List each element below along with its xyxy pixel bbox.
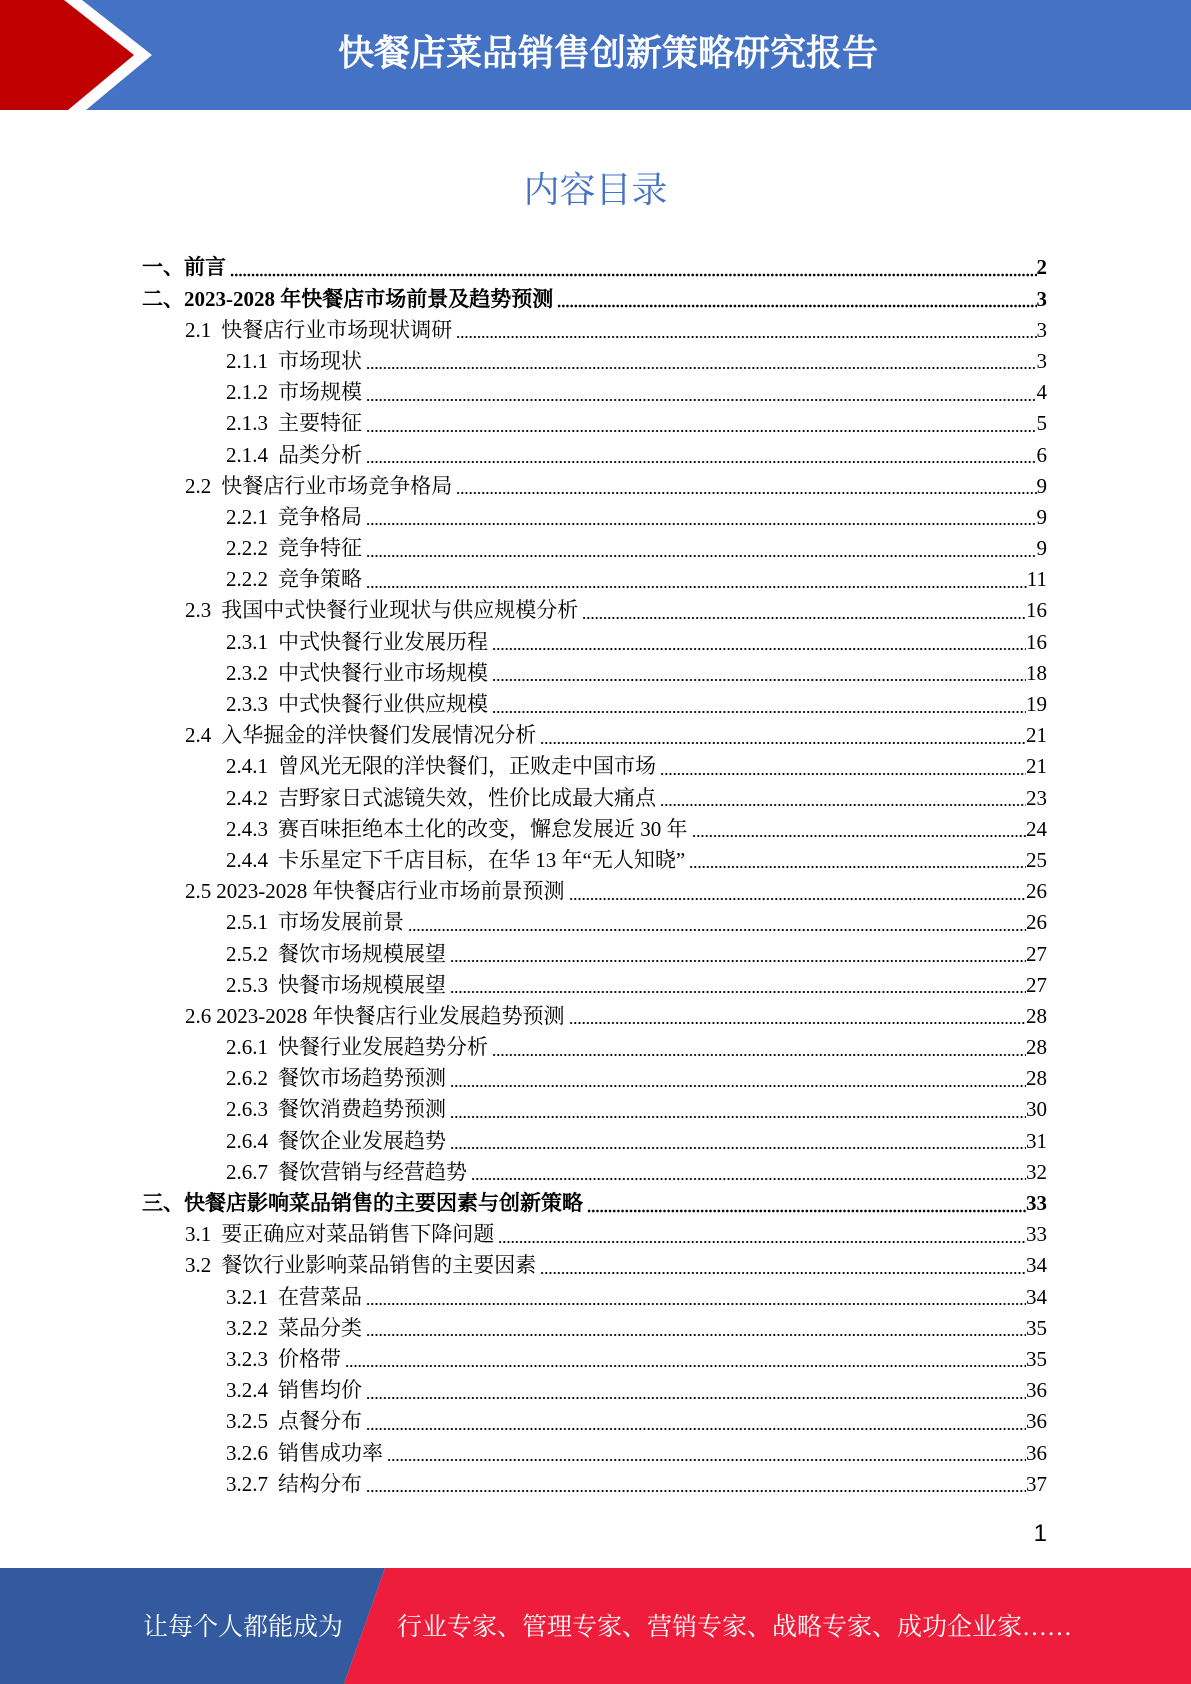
toc-entry-title: 快餐店行业市场竞争格局	[221, 473, 453, 498]
dot-leader	[450, 1126, 1026, 1157]
dot-leader	[557, 284, 1036, 315]
toc-entry-page: 30	[1026, 1097, 1047, 1122]
dot-leader	[456, 315, 1036, 346]
toc-entry-page: 35	[1026, 1315, 1047, 1340]
toc-entry-title: 销售均价	[278, 1378, 362, 1403]
dot-leader	[540, 720, 1026, 751]
toc-subsection-entry[interactable]	[142, 939, 1047, 970]
dot-leader	[471, 1157, 1026, 1188]
toc-entry-number: 2.6.7	[226, 1159, 268, 1184]
footer-slogan-lead: 让每个人都能成为	[143, 1614, 344, 1641]
dot-leader	[492, 1032, 1026, 1063]
toc-entry-title: 餐饮营销与经营趋势	[278, 1159, 467, 1184]
toc-subsection-entry[interactable]	[142, 627, 1047, 658]
toc-entry-title: 中式快餐行业供应规模	[278, 692, 488, 717]
toc-entry-number: 2.2.2	[226, 567, 268, 592]
toc-entry-title: 快餐行业发展趋势分析	[278, 1035, 488, 1060]
toc-entry-page: 35	[1026, 1346, 1047, 1371]
dot-leader	[569, 1001, 1027, 1032]
toc-entry-page: 36	[1026, 1409, 1047, 1434]
toc-entry-title: 餐饮行业影响菜品销售的主要因素	[221, 1253, 537, 1278]
toc-entry-page: 16	[1026, 629, 1047, 654]
dot-leader	[366, 408, 1037, 439]
toc-entry-number: 一、	[142, 255, 184, 280]
toc-entry-number: 二、	[142, 286, 184, 311]
toc-entry-page: 33	[1026, 1222, 1047, 1247]
toc-entry-page: 3	[1036, 317, 1047, 342]
toc-entry-title: 快餐店影响菜品销售的主要因素与创新策略	[184, 1191, 583, 1216]
toc-entry-page: 25	[1026, 847, 1047, 872]
toc-entry-number: 3.2.4	[226, 1378, 268, 1403]
toc-entry-page: 3	[1036, 348, 1047, 373]
toc-entry-page: 32	[1026, 1159, 1047, 1184]
dot-leader	[366, 1313, 1026, 1344]
toc-entry-number: 3.2.6	[226, 1440, 268, 1465]
toc-entry-number: 2.3	[185, 598, 212, 623]
toc-entry-number: 2.1	[185, 317, 212, 342]
toc-entry-number: 2.3.3	[226, 692, 268, 717]
dot-leader	[582, 595, 1026, 626]
toc-entry-number: 2.4.3	[226, 816, 268, 841]
toc-entry-number: 2.6.3	[226, 1097, 268, 1122]
dot-leader	[366, 502, 1037, 533]
dot-leader	[587, 1188, 1026, 1219]
toc-entry-page: 31	[1026, 1128, 1047, 1153]
dot-leader	[450, 1063, 1026, 1094]
toc-entry-page: 4	[1036, 380, 1047, 405]
toc-section-entry[interactable]	[142, 1001, 1047, 1032]
toc-section-entry[interactable]	[142, 876, 1047, 907]
toc-entry-title: 在营菜品	[278, 1284, 362, 1309]
toc-chapter-entry[interactable]	[142, 1188, 1047, 1219]
toc-subsection-entry[interactable]	[142, 1438, 1047, 1469]
toc-entry-page: 26	[1026, 879, 1047, 904]
dot-leader	[366, 533, 1037, 564]
dot-leader	[366, 377, 1037, 408]
toc-entry-number: 2.4.1	[226, 754, 268, 779]
toc-entry-number: 2.3.1	[226, 629, 268, 654]
dot-leader	[492, 658, 1026, 689]
toc-subsection-entry[interactable]	[142, 377, 1047, 408]
toc-entry-title: 吉野家日式滤镜失效，性价比成最大痛点	[278, 785, 656, 810]
toc-entry-number: 3.1	[185, 1222, 212, 1247]
dot-leader	[569, 876, 1027, 907]
toc-subsection-entry[interactable]	[142, 970, 1047, 1001]
dot-leader	[230, 252, 1037, 283]
toc-subsection-entry[interactable]	[142, 1063, 1047, 1094]
toc-entry-number: 3.2.7	[226, 1471, 268, 1496]
toc-subsection-entry[interactable]	[142, 533, 1047, 564]
toc-entry-page: 19	[1026, 692, 1047, 717]
toc-subsection-entry[interactable]	[142, 814, 1047, 845]
toc-entry-page: 21	[1026, 723, 1047, 748]
toc-heading: 内容目录	[523, 170, 668, 211]
toc-entry-title: 市场规模	[278, 380, 362, 405]
toc-entry-number: 2.1.2	[226, 380, 268, 405]
toc-entry-title: 品类分析	[278, 442, 362, 467]
toc-entry-number: 2.1.3	[226, 411, 268, 436]
toc-subsection-entry[interactable]	[142, 408, 1047, 439]
table-of-contents	[142, 252, 1047, 1500]
toc-entry-title: 餐饮企业发展趋势	[278, 1128, 446, 1153]
toc-entry-number: 2.6	[185, 1003, 212, 1028]
toc-entry-number: 2.6.4	[226, 1128, 268, 1153]
toc-entry-number: 2.1.4	[226, 442, 268, 467]
toc-entry-page: 11	[1026, 567, 1047, 592]
toc-entry-page: 28	[1026, 1035, 1047, 1060]
dot-leader	[408, 907, 1026, 938]
toc-subsection-entry[interactable]	[142, 783, 1047, 814]
dot-leader	[692, 814, 1027, 845]
toc-entry-title: 竞争特征	[278, 536, 362, 561]
toc-entry-number: 2.4.2	[226, 785, 268, 810]
toc-entry-number: 2.6.2	[226, 1066, 268, 1091]
toc-entry-page: 36	[1026, 1378, 1047, 1403]
header-banner	[0, 0, 1191, 110]
toc-entry-page: 2	[1036, 255, 1047, 280]
toc-entry-page: 18	[1026, 660, 1047, 685]
dot-leader	[366, 346, 1037, 377]
toc-subsection-entry[interactable]	[142, 440, 1047, 471]
toc-entry-title: 曾风光无限的洋快餐们，正败走中国市场	[278, 754, 656, 779]
toc-entry-page: 23	[1026, 785, 1047, 810]
toc-entry-page: 5	[1036, 411, 1047, 436]
toc-subsection-entry[interactable]	[142, 845, 1047, 876]
toc-section-entry[interactable]	[142, 315, 1047, 346]
toc-subsection-entry[interactable]	[142, 1126, 1047, 1157]
toc-entry-page: 34	[1026, 1253, 1047, 1278]
toc-entry-title: 卡乐星定下千店目标，在华 13 年“无人知晓”	[278, 847, 686, 872]
toc-entry-number: 2.5.1	[226, 910, 268, 935]
dot-leader	[387, 1438, 1026, 1469]
dot-leader	[366, 1375, 1026, 1406]
toc-entry-title: 点餐分布	[278, 1409, 362, 1434]
dot-leader	[689, 845, 1026, 876]
toc-section-entry[interactable]	[142, 471, 1047, 502]
toc-entry-title: 要正确应对菜品销售下降问题	[221, 1222, 495, 1247]
toc-section-entry[interactable]	[142, 720, 1047, 751]
toc-entry-number: 2.5.3	[226, 972, 268, 997]
toc-entry-title: 赛百味拒绝本土化的改变，懈怠发展近 30 年	[278, 816, 688, 841]
toc-section-entry[interactable]	[142, 1219, 1047, 1250]
page-number: 1	[1033, 1520, 1047, 1547]
toc-entry-title: 市场现状	[278, 348, 362, 373]
toc-entry-title: 价格带	[278, 1346, 341, 1371]
toc-entry-number: 2.2	[185, 473, 212, 498]
toc-entry-number: 2.2.2	[226, 536, 268, 561]
dot-leader	[456, 471, 1036, 502]
dot-leader	[450, 1094, 1026, 1125]
toc-entry-number: 三、	[142, 1191, 184, 1216]
toc-entry-page: 27	[1026, 941, 1047, 966]
toc-entry-page: 28	[1026, 1066, 1047, 1091]
toc-section-entry[interactable]	[142, 1250, 1047, 1281]
toc-entry-title: 菜品分类	[278, 1315, 362, 1340]
toc-entry-title: 2023-2028 年快餐店行业发展趋势预测	[216, 1003, 565, 1028]
dot-leader	[660, 751, 1026, 782]
toc-subsection-entry[interactable]	[142, 564, 1047, 595]
toc-entry-title: 餐饮市场规模展望	[278, 941, 446, 966]
report-title: 快餐店菜品销售创新策略研究报告	[337, 33, 878, 74]
toc-entry-number: 2.1.1	[226, 348, 268, 373]
dot-leader	[540, 1250, 1026, 1281]
toc-entry-title: 结构分布	[278, 1471, 362, 1496]
toc-entry-number: 2.4	[185, 723, 212, 748]
toc-entry-number: 3.2.2	[226, 1315, 268, 1340]
toc-entry-title: 快餐市场规模展望	[278, 972, 446, 997]
toc-entry-page: 21	[1026, 754, 1047, 779]
footer-banner	[0, 1568, 1191, 1684]
toc-entry-page: 9	[1036, 504, 1047, 529]
toc-entry-page: 37	[1026, 1471, 1047, 1496]
toc-subsection-entry[interactable]	[142, 1032, 1047, 1063]
toc-entry-page: 28	[1026, 1003, 1047, 1028]
toc-entry-page: 33	[1026, 1191, 1047, 1216]
dot-leader	[450, 939, 1026, 970]
toc-entry-title: 2023-2028 年快餐店市场前景及趋势预测	[184, 286, 554, 311]
toc-subsection-entry[interactable]	[142, 1094, 1047, 1125]
toc-subsection-entry[interactable]	[142, 346, 1047, 377]
toc-section-entry[interactable]	[142, 595, 1047, 626]
toc-entry-number: 2.5.2	[226, 941, 268, 966]
toc-subsection-entry[interactable]	[142, 1282, 1047, 1313]
toc-entry-number: 2.3.2	[226, 660, 268, 685]
toc-entry-number: 3.2	[185, 1253, 212, 1278]
dot-leader	[366, 564, 1027, 595]
toc-entry-number: 2.4.4	[226, 847, 268, 872]
toc-entry-number: 3.2.1	[226, 1284, 268, 1309]
toc-entry-page: 3	[1036, 286, 1047, 311]
footer-slogan-roles: 行业专家、管理专家、营销专家、战略专家、成功企业家……	[397, 1614, 1073, 1641]
toc-entry-number: 3.2.3	[226, 1346, 268, 1371]
toc-entry-title: 主要特征	[278, 411, 362, 436]
toc-entry-page: 16	[1026, 598, 1047, 623]
toc-entry-number: 2.5	[185, 879, 212, 904]
toc-entry-title: 竞争格局	[278, 504, 362, 529]
toc-subsection-entry[interactable]	[142, 1157, 1047, 1188]
dot-leader	[492, 627, 1026, 658]
toc-entry-number: 2.6.1	[226, 1035, 268, 1060]
dot-leader	[450, 970, 1026, 1001]
toc-subsection-entry[interactable]	[142, 1469, 1047, 1500]
toc-entry-title: 中式快餐行业发展历程	[278, 629, 488, 654]
toc-subsection-entry[interactable]	[142, 907, 1047, 938]
toc-entry-page: 9	[1036, 536, 1047, 561]
toc-subsection-entry[interactable]	[142, 751, 1047, 782]
dot-leader	[366, 440, 1037, 471]
dot-leader	[345, 1344, 1026, 1375]
toc-subsection-entry[interactable]	[142, 1406, 1047, 1437]
dot-leader	[492, 689, 1026, 720]
toc-entry-title: 市场发展前景	[278, 910, 404, 935]
toc-entry-page: 36	[1026, 1440, 1047, 1465]
toc-entry-title: 竞争策略	[278, 567, 362, 592]
toc-entry-page: 9	[1036, 473, 1047, 498]
toc-entry-number: 3.2.5	[226, 1409, 268, 1434]
toc-entry-title: 入华掘金的洋快餐们发展情况分析	[221, 723, 537, 748]
dot-leader	[660, 783, 1026, 814]
toc-entry-title: 2023-2028 年快餐店行业市场前景预测	[216, 879, 565, 904]
toc-entry-title: 餐饮消费趋势预测	[278, 1097, 446, 1122]
toc-entry-page: 27	[1026, 972, 1047, 997]
toc-entry-number: 2.2.1	[226, 504, 268, 529]
toc-entry-title: 快餐店行业市场现状调研	[221, 317, 453, 342]
toc-subsection-entry[interactable]	[142, 1375, 1047, 1406]
toc-entry-page: 24	[1026, 816, 1047, 841]
toc-entry-title: 餐饮市场趋势预测	[278, 1066, 446, 1091]
toc-entry-page: 6	[1036, 442, 1047, 467]
toc-subsection-entry[interactable]	[142, 502, 1047, 533]
toc-entry-title: 前言	[184, 255, 226, 280]
dot-leader	[366, 1469, 1026, 1500]
toc-subsection-entry[interactable]	[142, 1344, 1047, 1375]
toc-entry-title: 我国中式快餐行业现状与供应规模分析	[221, 598, 579, 623]
toc-chapter-entry[interactable]	[142, 252, 1047, 283]
dot-leader	[498, 1219, 1026, 1250]
toc-entry-title: 中式快餐行业市场规模	[278, 660, 488, 685]
toc-entry-title: 销售成功率	[278, 1440, 383, 1465]
dot-leader	[366, 1282, 1026, 1313]
toc-subsection-entry[interactable]	[142, 689, 1047, 720]
toc-chapter-entry[interactable]	[142, 284, 1047, 315]
toc-subsection-entry[interactable]	[142, 1313, 1047, 1344]
dot-leader	[366, 1406, 1026, 1437]
toc-entry-page: 26	[1026, 910, 1047, 935]
toc-entry-page: 34	[1026, 1284, 1047, 1309]
toc-subsection-entry[interactable]	[142, 658, 1047, 689]
